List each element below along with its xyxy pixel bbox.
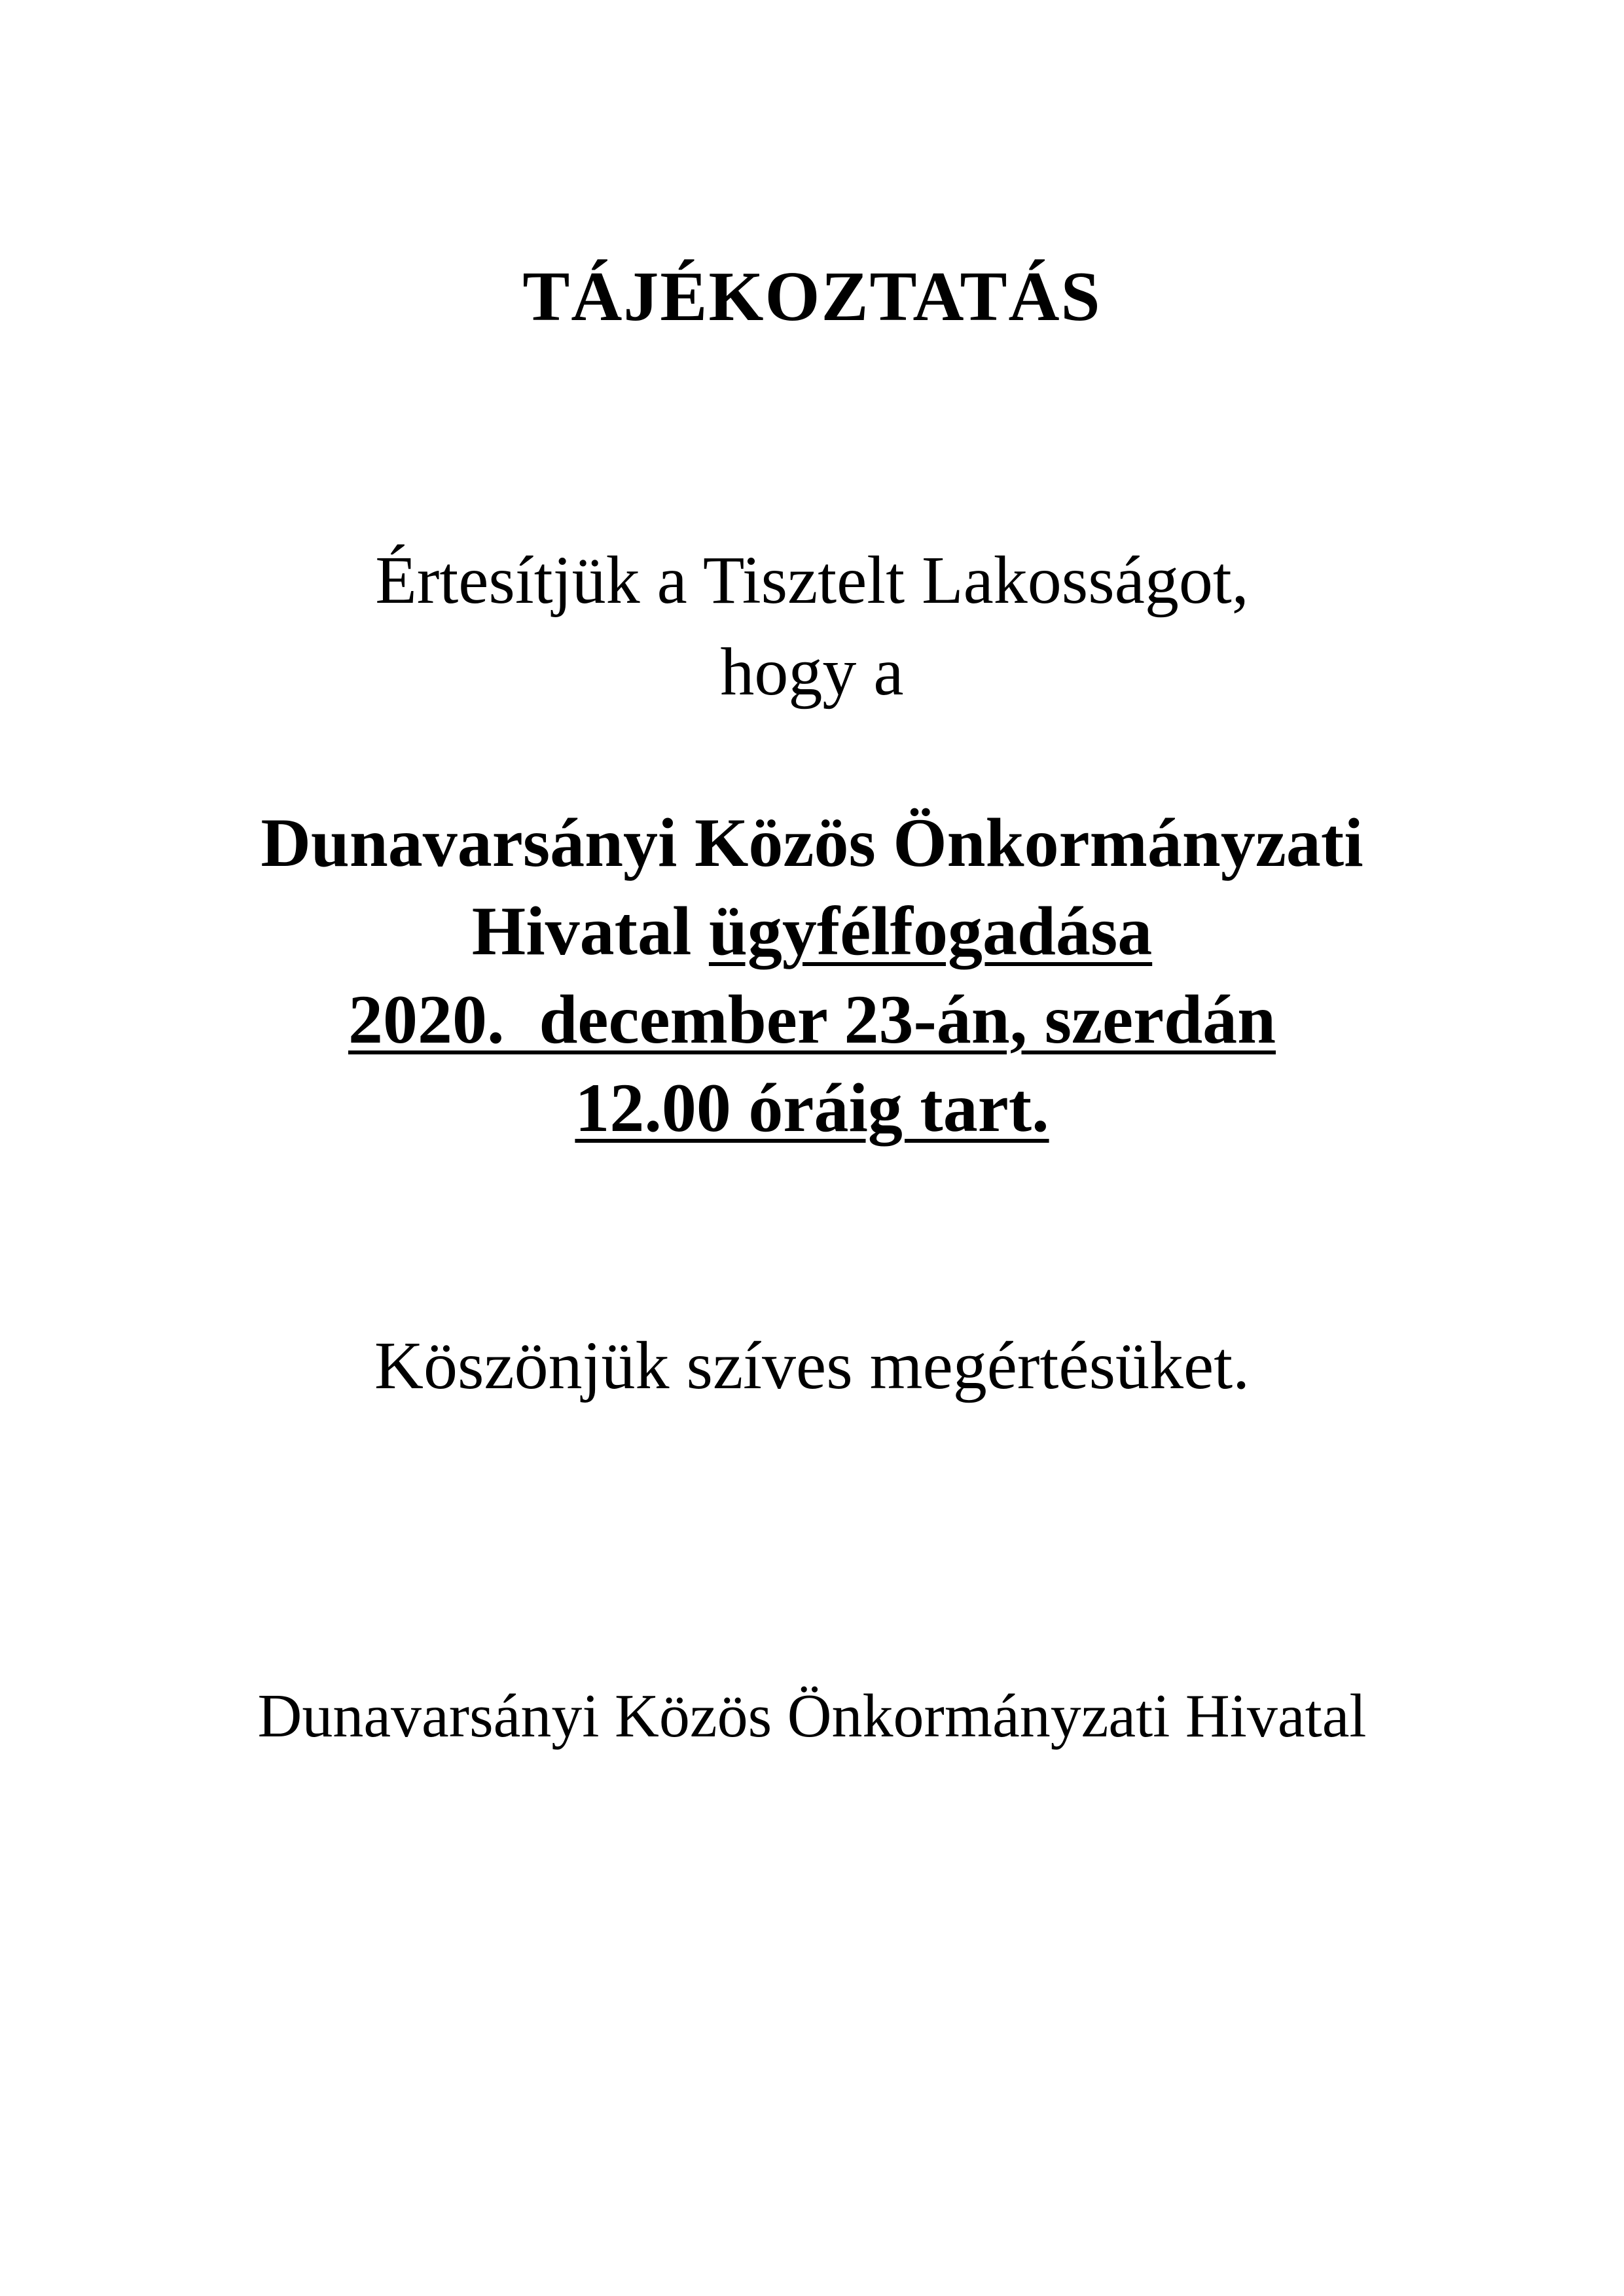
intro-line-2: hogy a	[720, 634, 904, 709]
intro-line-1: Értesítjük a Tisztelt Lakosságot,	[375, 543, 1249, 618]
notice-line-3	[0, 981, 1624, 1058]
signature: Dunavarsányi Közös Önkormányzati Hivatal	[257, 1682, 1367, 1750]
notice-line-2-underlined: ügyfélfogadása	[708, 893, 1153, 969]
thanks-text: Köszönjük szíves megértésüket.	[374, 1328, 1250, 1403]
notice-line-1: Dunavarsányi Közös Önkormányzati	[261, 804, 1363, 881]
notice-time: 12.00 óráig tart.	[575, 1069, 1049, 1146]
notice-line-2-plain: Hivatal	[471, 893, 709, 969]
notice-line-4	[0, 1069, 1624, 1146]
notice-date: 2020. december 23-án, szerdán	[348, 981, 1276, 1058]
notice-line-2	[0, 893, 1624, 969]
document-title: TÁJÉKOZTATÁS	[522, 258, 1102, 336]
